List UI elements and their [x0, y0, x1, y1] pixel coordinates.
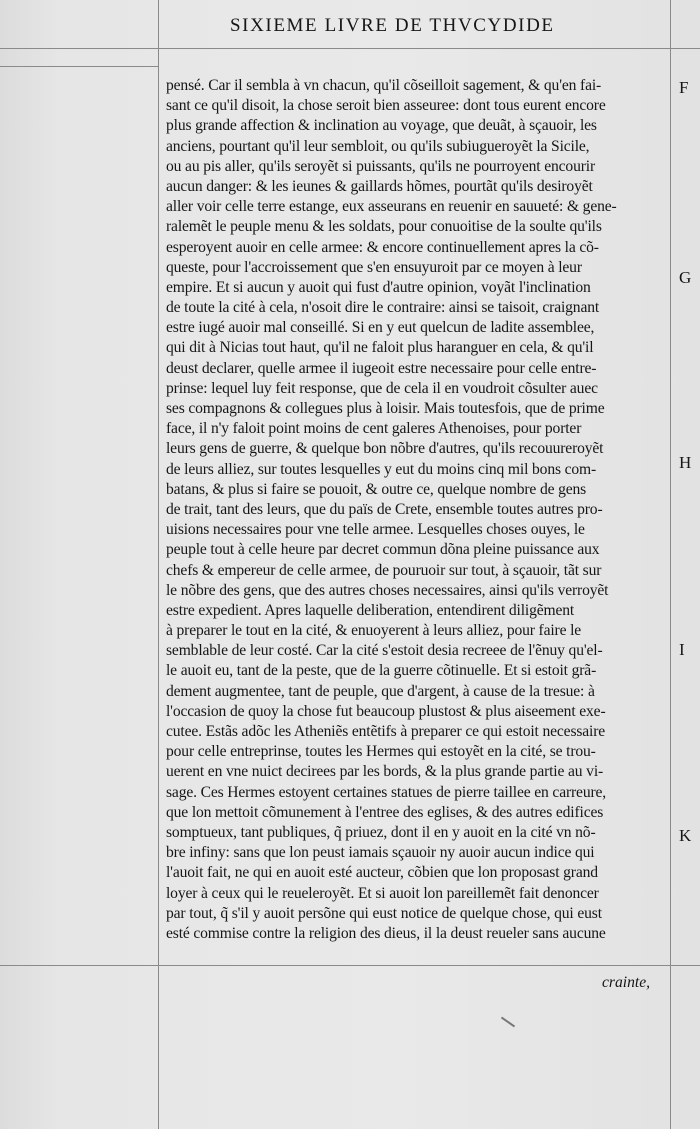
text-line: queste, pour l'accroissement que s'en ensuyuroit par ce moyen à leur — [166, 258, 582, 276]
text-line: l'occasion de quoy la chose fut beaucoup plustost & plus aiseement exe- — [166, 702, 606, 720]
text-line: par tout, q̃ s'il y auoit persõne qui eust notice de quelque chose, qui eust — [166, 904, 602, 922]
text-line: chefs & empereur de celle armee, de pouruoir sur tout, à sçauoir, tãt sur — [166, 561, 602, 579]
text-line: deust declarer, quelle armee il iugeoit estre necessaire pour celle entre- — [166, 359, 597, 377]
text-line: de trait, tant des leurs, que du païs de Crete, ensemble toutes autres pro- — [166, 500, 603, 518]
text-line: sage. Ces Hermes estoyent certaines statues de pierre taillee en carreure, — [166, 783, 607, 801]
frame-rule-right — [670, 0, 671, 1129]
text-line: prinse: lequel luy feit response, que de cela il en voudroit cõsulter auec — [166, 379, 598, 397]
text-line: estre expedient. Apres laquelle deliberation, entendirent diligẽment — [166, 601, 575, 619]
text-line: ralemẽt le peuple menu & les soldats, pour conuoitise de la soulte qu'ils — [166, 218, 602, 236]
text-line: loyer à ceux qui le reueleroyẽt. Et si auoit lon pareillemẽt fait denoncer — [166, 884, 599, 902]
text-line: plus grande affection & inclination au voyage, que deuãt, à sçauoir, les — [166, 117, 597, 135]
text-line: de toute la cité à cela, n'osoit dire le contraire: ainsi se taisoit, craignant — [166, 299, 600, 317]
ink-mark — [501, 1017, 515, 1028]
text-line: peuple tout à celle heure par decret commun dõna pleine puissance aux — [166, 541, 600, 559]
body-text — [166, 76, 668, 944]
margin-marker-k: K — [679, 826, 692, 845]
header-rule-lower — [0, 66, 158, 67]
text-line: aucun danger: & les ieunes & gaillards hõmes, pourtãt qu'ils desiroyẽt — [166, 177, 593, 195]
footer-rule — [0, 965, 700, 966]
text-line: batans, & plus si faire se pouoit, & outre ce, quelque nombre de gens — [166, 480, 587, 498]
text-line: dement augmentee, tant de peuple, que d'argent, à cause de la tresue: à — [166, 682, 595, 700]
text-line: pour celle entreprinse, toutes les Hermes qui estoyẽt en la cité, se trou- — [166, 743, 596, 761]
text-line: esté commise contre la religion des dieus, il la deust reueler sans aucune — [166, 924, 606, 942]
text-line: le auoit eu, tant de la peste, que de la guerre cõtinuelle. Et si estoit grã- — [166, 662, 597, 680]
header-rule — [0, 48, 700, 49]
text-line: de leurs alliez, sur toutes lesquelles y eut du moins cinq mil bons com- — [166, 460, 597, 478]
text-line: anciens, pourtant qu'il leur sembloit, ou qu'ils subiugueroyẽt la Sicile, — [166, 137, 590, 155]
text-line: qui dit à Nicias tout haut, qu'il ne faloit plus haranguer en cela, & qu'il — [166, 339, 594, 357]
text-line: estre iugé auoir mal conseillé. Si en y eut quelcun de ladite assemblee, — [166, 319, 595, 337]
margin-marker-h: H — [679, 453, 692, 472]
text-line: pensé. Car il sembla à vn chacun, qu'il cõseilloit sagement, & qu'en fai- — [166, 77, 602, 94]
text-line: sant ce qu'il disoit, la chose seroit bien asseuree: dont tous eurent encore — [166, 97, 606, 115]
text-line: ou au pis aller, qu'ils seroyẽt si puissants, qu'ils ne pourroyent encourir — [166, 157, 595, 175]
margin-marker-g: G — [679, 268, 692, 287]
frame-rule-left — [158, 0, 159, 1129]
text-line: que lon mettoit cõmunement à l'entree des eglises, & des autres edifices — [166, 803, 604, 821]
text-line: bre infiny: sans que lon peust iamais sçauoir ny auoir aucun indice qui — [166, 844, 595, 862]
catchword: crainte, — [602, 974, 651, 991]
text-line: le nõbre des gens, que des autres choses necessaires, ainsi qu'ils verroyẽt — [166, 581, 609, 599]
text-line: leurs gens de guerre, & quelque bon nõbre d'autres, qu'ils recouureroyẽt — [166, 440, 604, 458]
text-line: ses compagnons & collegues plus à loisir. Mais toutesfois, que de prime — [166, 400, 605, 417]
text-line: à preparer le tout en la cité, & enuoyerent à leurs alliez, pour faire le — [166, 622, 582, 640]
text-line: cutee. Estãs adõc les Atheniẽs entẽtifs à preparer ce qui estoit necessaire — [166, 723, 606, 740]
margin-marker-f: F — [679, 78, 689, 97]
text-line: empire. Et si aucun y auoit qui fust d'autre opinion, voyãt l'inclination — [166, 278, 591, 296]
text-line: l'auoit fait, ne qui en auoit esté aucteur, cõbien que lon proposast grand — [166, 864, 598, 882]
text-line: somptueux, tant publiques, q̃ priuez, dont il en y auoit en la cité vn nõ- — [166, 823, 596, 841]
text-line: uerent en vne nuict decirees par les bords, & la plus grande partie au vi- — [166, 763, 604, 781]
text-line: aller voir celle terre estange, eux asseurans en reuenir en sauueté: & gene- — [166, 198, 617, 216]
running-title: SIXIEME LIVRE DE THVCYDIDE — [230, 15, 555, 36]
text-line: semblable de leur costé. Car la cité s'estoit desia recreee de l'ẽnuy qu'el- — [166, 642, 603, 660]
text-line: face, il n'y faloit point moins de cent galeres Athenoises, pour porter — [166, 420, 582, 438]
text-line: uisions necessaires pour vne telle armee. Lesquelles choses ouyes, le — [166, 521, 585, 539]
margin-marker-i: I — [679, 640, 685, 659]
text-line: esperoyent auoir en celle armee: & encore continuellement apres la cõ- — [166, 238, 599, 256]
